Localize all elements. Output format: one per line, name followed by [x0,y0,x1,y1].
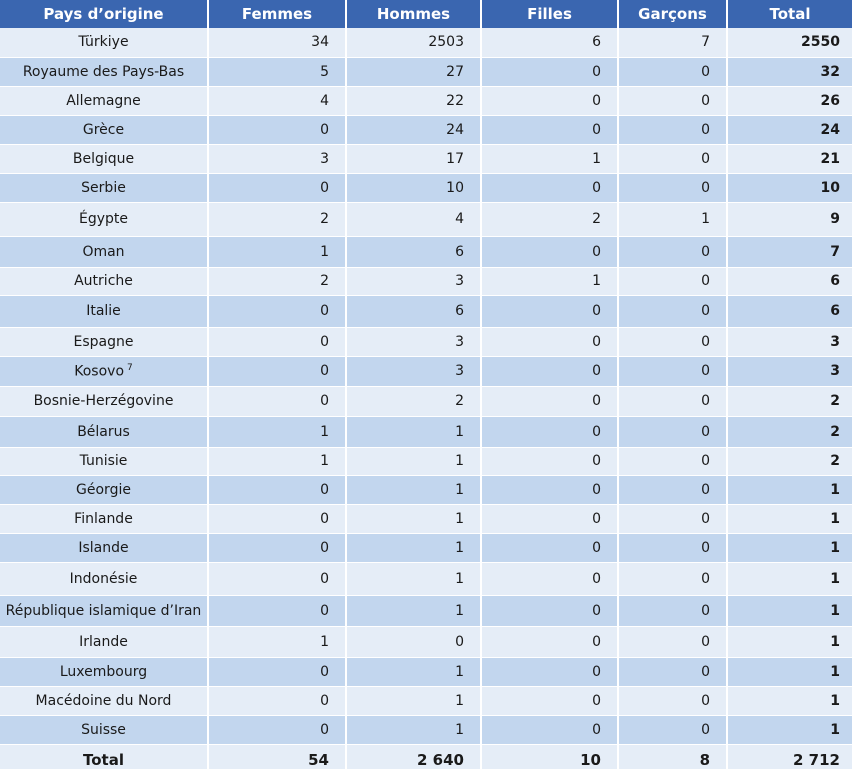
garcons-cell: 0 [618,236,727,267]
hommes-cell: 6 [346,236,481,267]
total-cell: 10 [727,173,852,202]
country-cell [0,86,208,115]
hommes-cell: 27 [346,57,481,86]
femmes-cell: 2 [208,267,346,295]
total-cell: 1 [727,626,852,657]
garcons-cell: 0 [618,504,727,533]
header-country: Pays d’origine [0,0,208,28]
filles-cell: 0 [481,386,618,416]
country-cell [0,57,208,86]
filles-cell: 0 [481,86,618,115]
garcons-cell: 0 [618,715,727,744]
total-garcons: 8 [618,744,727,769]
femmes-cell: 4 [208,86,346,115]
table-row [0,57,852,86]
hommes-cell: 1 [346,447,481,475]
country-cell [0,202,208,236]
femmes-cell: 0 [208,475,346,504]
country-cell [0,595,208,626]
table-row [0,657,852,686]
header-femmes: Femmes [208,0,346,28]
hommes-cell: 1 [346,416,481,447]
total-cell: 2 [727,386,852,416]
total-cell: 26 [727,86,852,115]
garcons-cell: 0 [618,533,727,562]
filles-cell: 1 [481,267,618,295]
total-cell: 32 [727,57,852,86]
country-name: Irlande [79,633,128,650]
total-cell: 1 [727,475,852,504]
total-cell: 1 [727,595,852,626]
femmes-cell: 0 [208,173,346,202]
hommes-cell: 3 [346,267,481,295]
table-row [0,202,852,236]
filles-cell: 0 [481,115,618,144]
country-name: Italie [86,303,121,319]
garcons-cell: 0 [618,447,727,475]
femmes-cell: 34 [208,28,346,57]
filles-cell: 0 [481,327,618,356]
garcons-cell: 0 [618,327,727,356]
country-name: Macédoine du Nord [35,692,172,709]
hommes-cell: 24 [346,115,481,144]
femmes-cell: 0 [208,533,346,562]
hommes-cell: 6 [346,295,481,327]
total-cell: 3 [727,327,852,356]
femmes-cell: 3 [208,144,346,173]
femmes-cell: 0 [208,595,346,626]
table-row [0,562,852,595]
header-total: Total [727,0,852,28]
hommes-cell: 1 [346,595,481,626]
garcons-cell: 0 [618,595,727,626]
femmes-cell: 0 [208,504,346,533]
country-name: Serbie [81,179,126,196]
header-row [0,0,852,28]
total-cell: 2 [727,416,852,447]
table-row [0,626,852,657]
header-garcons: Garçons [618,0,727,28]
garcons-cell: 7 [618,28,727,57]
filles-cell: 0 [481,657,618,686]
table-row [0,144,852,173]
country-cell [0,475,208,504]
femmes-cell: 0 [208,562,346,595]
total-cell: 2550 [727,28,852,57]
country-cell [0,327,208,356]
femmes-cell: 0 [208,327,346,356]
garcons-cell: 0 [618,626,727,657]
filles-cell: 2 [481,202,618,236]
table-row [0,533,852,562]
table-row [0,173,852,202]
garcons-cell: 0 [618,416,727,447]
garcons-cell: 0 [618,173,727,202]
femmes-cell: 1 [208,447,346,475]
total-cell: 24 [727,115,852,144]
filles-cell: 1 [481,144,618,173]
country-cell [0,416,208,447]
filles-cell: 0 [481,533,618,562]
total-cell: 1 [727,562,852,595]
hommes-cell: 2503 [346,28,481,57]
table-body [0,28,852,744]
country-cell [0,533,208,562]
country-cell [0,657,208,686]
country-name: Indonésie [69,570,138,587]
country-name: Géorgie [76,481,131,498]
table-row [0,686,852,715]
filles-cell: 0 [481,416,618,447]
garcons-cell: 0 [618,115,727,144]
hommes-cell: 1 [346,533,481,562]
filles-cell: 6 [481,28,618,57]
header-filles: Filles [481,0,618,28]
country-name: Tunisie [79,453,128,469]
garcons-cell: 0 [618,475,727,504]
country-name: Allemagne [66,92,141,109]
garcons-cell: 0 [618,657,727,686]
table-row [0,28,852,57]
table-row [0,416,852,447]
country-cell [0,28,208,57]
total-label: Total [0,744,208,769]
total-cell: 3 [727,356,852,386]
country-name: Finlande [74,510,133,527]
femmes-cell: 0 [208,715,346,744]
table-row [0,295,852,327]
femmes-cell: 5 [208,57,346,86]
country-name: République islamique d’Iran [5,602,202,619]
table-row [0,447,852,475]
country-cell [0,686,208,715]
country-cell [0,115,208,144]
country-name: Kosovo [74,363,125,380]
femmes-cell: 1 [208,626,346,657]
total-row [0,744,852,769]
femmes-cell: 0 [208,686,346,715]
hommes-cell: 0 [346,626,481,657]
hommes-cell: 2 [346,386,481,416]
total-cell: 1 [727,715,852,744]
filles-cell: 0 [481,57,618,86]
femmes-cell: 0 [208,657,346,686]
total-femmes: 54 [208,744,346,769]
country-cell [0,236,208,267]
hommes-cell: 17 [346,144,481,173]
filles-cell: 0 [481,626,618,657]
country-name: Bélarus [77,423,130,440]
femmes-cell: 0 [208,295,346,327]
filles-cell: 0 [481,562,618,595]
country-cell [0,295,208,327]
garcons-cell: 0 [618,386,727,416]
femmes-cell: 0 [208,115,346,144]
table-header [0,0,852,28]
country-cell [0,267,208,295]
garcons-cell: 0 [618,86,727,115]
garcons-cell: 0 [618,144,727,173]
filles-cell: 0 [481,475,618,504]
table-row [0,236,852,267]
garcons-cell: 0 [618,57,727,86]
filles-cell: 0 [481,504,618,533]
femmes-cell: 0 [208,356,346,386]
country-name: Autriche [74,273,133,289]
header-hommes: Hommes [346,0,481,28]
femmes-cell: 2 [208,202,346,236]
total-cell: 1 [727,504,852,533]
filles-cell: 0 [481,356,618,386]
country-cell [0,447,208,475]
country-cell [0,626,208,657]
hommes-cell: 4 [346,202,481,236]
filles-cell: 0 [481,715,618,744]
total-filles: 10 [481,744,618,769]
total-cell: 1 [727,686,852,715]
country-cell [0,144,208,173]
hommes-cell: 10 [346,173,481,202]
country-cell [0,356,208,386]
femmes-cell: 1 [208,236,346,267]
table-row [0,86,852,115]
table-row [0,715,852,744]
table-row [0,386,852,416]
country-name: Türkiye [78,34,129,51]
total-cell: 6 [727,267,852,295]
total-cell: 7 [727,236,852,267]
hommes-cell: 22 [346,86,481,115]
country-name: Grèce [82,121,125,138]
total-cell: 2 [727,447,852,475]
femmes-cell: 1 [208,416,346,447]
hommes-cell: 1 [346,715,481,744]
country-name: Espagne [73,333,134,350]
total-cell: 1 [727,657,852,686]
hommes-cell: 1 [346,475,481,504]
hommes-cell: 1 [346,562,481,595]
country-cell [0,715,208,744]
femmes-cell: 0 [208,386,346,416]
table-row [0,595,852,626]
garcons-cell: 0 [618,295,727,327]
garcons-cell: 0 [618,562,727,595]
filles-cell: 0 [481,686,618,715]
country-name: Islande [78,539,129,556]
total-hommes: 2 640 [346,744,481,769]
country-cell [0,173,208,202]
hommes-cell: 1 [346,657,481,686]
country-name: Royaume des Pays-Bas [22,63,185,80]
table-row [0,475,852,504]
country-name: Luxembourg [59,663,148,680]
total-cell: 21 [727,144,852,173]
hommes-cell: 3 [346,327,481,356]
table-row [0,267,852,295]
country-cell [0,504,208,533]
hommes-cell: 3 [346,356,481,386]
filles-cell: 0 [481,595,618,626]
table-row [0,115,852,144]
filles-cell: 0 [481,295,618,327]
garcons-cell: 0 [618,267,727,295]
hommes-cell: 1 [346,686,481,715]
total-cell: 9 [727,202,852,236]
country-name: Belgique [72,150,135,167]
filles-cell: 0 [481,447,618,475]
table-footer [0,744,852,769]
country-name: Oman [82,243,125,260]
garcons-cell: 0 [618,356,727,386]
filles-cell: 0 [481,236,618,267]
total-cell: 6 [727,295,852,327]
table-row [0,327,852,356]
total-cell: 1 [727,533,852,562]
table-row [0,356,852,386]
country-name: Égypte [78,211,128,227]
garcons-cell: 0 [618,686,727,715]
total-total: 2 712 [727,744,852,769]
filles-cell: 0 [481,173,618,202]
country-cell [0,562,208,595]
table-row [0,504,852,533]
garcons-cell: 1 [618,202,727,236]
country-name: Suisse [81,721,126,738]
footnote-marker: 7 [127,362,133,373]
country-name: Bosnie-Herzégovine [33,393,174,409]
country-cell [0,386,208,416]
hommes-cell: 1 [346,504,481,533]
